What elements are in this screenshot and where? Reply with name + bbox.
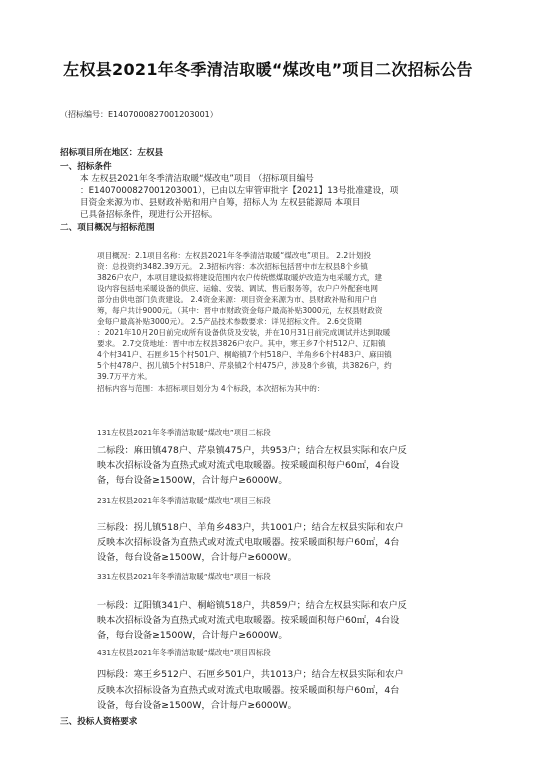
section1-line: 已具备招标条件，现进行公开招标。 [80,210,218,220]
section2-line: 要求。 2.7交货地址：晋中市左权县3826户农户。其中，寒王乡7个村512户、辽阳镇 [97,339,386,348]
section2-line: 4个村341户、石匣乡15个村501户、桐峪镇7个村518户、羊角乡6个村483户、麻田镇 [97,350,392,359]
section1-line: 目资金来源为市、县财政补贴和用户自筹，招标人为 左权县能源局 本项目 [80,198,361,208]
lot-header: 131左权县2021年冬季清洁取暖“煤改电”项目二标段 [97,428,271,437]
lot-description: 三标段：拐儿镇518户、羊角乡483户，共1001户；结合左权县实际和农户 [97,522,404,533]
lot-description: 一标段：辽阳镇341户、桐峪镇518户，共859户；结合左权县实际和农户反 [97,600,407,611]
lot-description: 二标段：麻田镇478户、芹泉镇475户，共953户；结合左权县实际和农户反 [97,445,407,456]
section1-heading: 一、招标条件 [60,162,112,172]
section2-line: ：2021年10月20日前完成所有设备供货及安装，并在10月31日前完成调试并达到取暖 [97,328,391,337]
lot-description: 备，每台设备≥1500W，合计每户≥6000W。 [97,475,288,486]
section2-line: 项目概况：2.1项目名称：左权县2021年冬季清洁取暖“煤改电”项目。 2.2计划投 [97,251,371,260]
section2-line: 3826户农户，本项目建设拟将建设范围内农户传统燃煤取暖炉改造为电采暖方式，建 [97,273,383,282]
section1-line: ：E1407000827001203001），已由以左审管审批字【2021】13号批准建设，项 [80,186,399,196]
lot-description: 四标段：寒王乡512户、石匣乡501户，共1013户；结合左权县实际和农户 [97,669,404,680]
lot-description: 备，每台设备≥1500W，合计每户≥6000W。 [97,630,288,641]
section2-line: 39.7万平方米。 [97,372,152,381]
section2-line: 5个村478户、拐儿镇5个村518户、芹泉镇2个村475户，涉及8个乡镇，共3826户，约 [97,361,392,370]
section2-heading: 二、项目概况与招标范围 [60,223,155,233]
section2-line: 部分由供电部门负责建设。 2.4资金来源：项目资金来源为市、县财政补贴和用户自 [97,295,378,304]
lot-description: 映本次招标设备为直热式或对流式电取暖器。按采暖面积每户60㎡，4台设 [97,615,400,626]
lot-description: 映本次招标设备为直热式或对流式电取暖器。按采暖面积每户60㎡，4台设 [97,460,400,471]
project-location: 招标项目所在地区：左权县 [60,148,164,158]
section2-line: 设内容包括电采暖设备的供应、运输、安装、调试、售后服务等，农户户外配套电网 [97,284,378,293]
section2-line: 筹，每户共计9000元。（其中：晋中市财政资金每户最高补贴3000元，左权县财政资 [97,306,383,315]
lot-header: 331左权县2021年冬季清洁取暖“煤改电”项目一标段 [97,572,271,581]
lot-header: 431左权县2021年冬季清洁取暖“煤改电”项目四标段 [97,648,271,657]
lot-description: 反映本次招标设备为直热式或对流式电取暖器。按采暖面积每户60㎡，4台 [97,685,400,696]
section1-line: 本 左权县2021年冬季清洁取暖“煤改电”项目 （招标项目编号 [80,174,314,184]
page-title: 左权县2021年冬季清洁取暖“煤改电”项目二次招标公告 [63,60,473,79]
tender-code: （招标编号：E1407000827001203001） [60,110,218,119]
section2-line: 资：总投资约3482.39万元。 2.3招标内容：本次招标包括晋中市左权县8个乡镇 [97,262,368,271]
section2-line: 招标内容与范围：本招标项目划分为 4个标段，本次招标为其中的： [97,384,325,393]
lot-header: 231左权县2021年冬季清洁取暖“煤改电”项目三标段 [97,496,271,505]
lot-description: 设备，每台设备≥1500W，合计每户≥6000W。 [97,700,297,711]
lot-description: 反映本次招标设备为直热式或对流式电取暖器。按采暖面积每户60㎡，4台 [97,537,400,548]
section3-heading: 三、投标人资格要求 [60,717,138,727]
lot-description: 设备，每台设备≥1500W，合计每户≥6000W。 [97,552,297,563]
section2-line: 金每户最高补贴3000元）。 2.5产品技术参数要求：详见招标文件。 2.6交货期 [97,317,362,326]
